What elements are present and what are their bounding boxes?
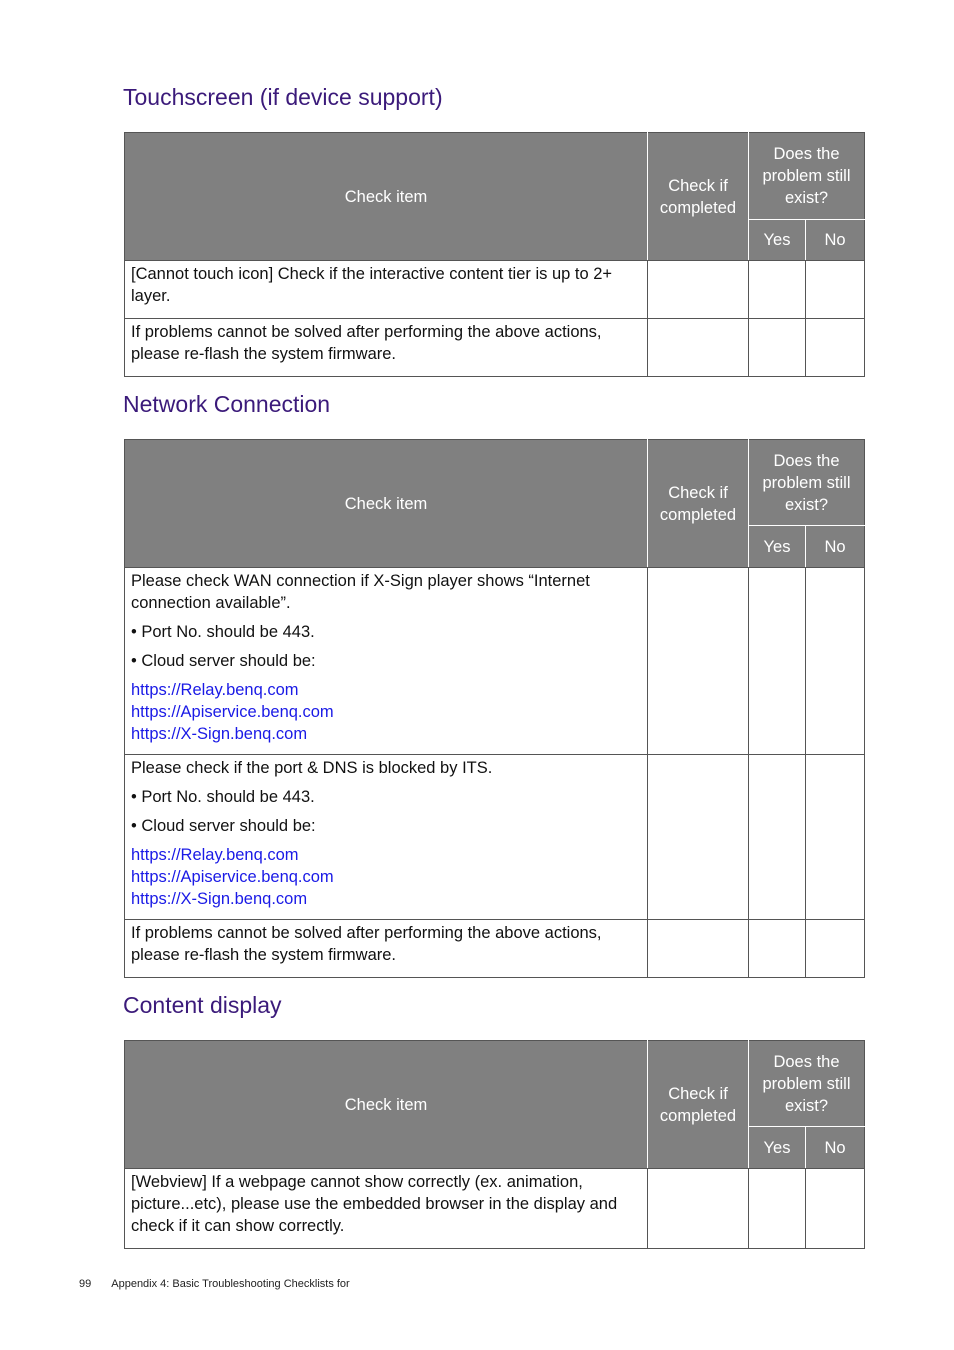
bullet-port: • Port No. should be 443. <box>131 788 315 806</box>
header-no: No <box>806 220 865 261</box>
link-relay[interactable]: https://Relay.benq.com <box>131 846 299 864</box>
header-no: No <box>806 526 865 568</box>
section-title-touchscreen: Touchscreen (if device support) <box>123 84 443 110</box>
check-completed-cell[interactable] <box>648 568 749 755</box>
no-cell[interactable] <box>806 755 865 920</box>
yes-cell[interactable] <box>749 755 806 920</box>
check-completed-cell[interactable] <box>648 1169 749 1249</box>
link-apiservice[interactable]: https://Apiservice.benq.com <box>131 868 334 886</box>
bullet-cloud-server: • Cloud server should be: <box>131 652 316 670</box>
network-checklist-table <box>124 439 865 978</box>
header-problem-still-exist: Does the problem still exist? <box>749 133 865 220</box>
link-apiservice[interactable]: https://Apiservice.benq.com <box>131 703 334 721</box>
check-item-text: [Cannot touch icon] Check if the interactive content tier is up to 2+ layer. <box>131 265 613 305</box>
yes-cell[interactable] <box>749 319 806 377</box>
page-footer <box>79 1278 350 1290</box>
section-title-content-display: Content display <box>123 992 282 1018</box>
no-cell[interactable] <box>806 920 865 978</box>
touchscreen-checklist-table <box>124 132 865 377</box>
header-check-item: Check item <box>125 440 648 568</box>
header-yes: Yes <box>749 1127 806 1169</box>
header-check-completed: Check if completed <box>648 440 749 568</box>
table-row <box>125 1169 865 1249</box>
check-item-text: Please check if the port & DNS is blocked by ITS. <box>131 759 493 777</box>
header-check-item: Check item <box>125 1041 648 1169</box>
check-item-text: If problems cannot be solved after performing the above actions, please re-flash the system firmware. <box>131 924 602 964</box>
bullet-port: • Port No. should be 443. <box>131 623 315 641</box>
table-row <box>125 568 865 755</box>
table-row <box>125 319 865 377</box>
check-completed-cell[interactable] <box>648 261 749 319</box>
no-cell[interactable] <box>806 1169 865 1249</box>
table-row <box>125 755 865 920</box>
header-yes: Yes <box>749 526 806 568</box>
no-cell[interactable] <box>806 568 865 755</box>
link-relay[interactable]: https://Relay.benq.com <box>131 681 299 699</box>
table-row <box>125 920 865 978</box>
header-yes: Yes <box>749 220 806 261</box>
yes-cell[interactable] <box>749 261 806 319</box>
header-check-completed: Check if completed <box>648 1041 749 1169</box>
link-x-sign[interactable]: https://X-Sign.benq.com <box>131 725 308 743</box>
header-problem-still-exist: Does the problem still exist? <box>749 440 865 526</box>
check-item-text: Please check WAN connection if X-Sign player shows “Internet connection available”. <box>131 572 590 612</box>
section-title-network: Network Connection <box>123 391 331 417</box>
footer-text: Appendix 4: Basic Troubleshooting Checklists for <box>111 1278 350 1290</box>
link-x-sign[interactable]: https://X-Sign.benq.com <box>131 890 308 908</box>
check-item-text: If problems cannot be solved after performing the above actions, please re-flash the system firmware. <box>131 323 602 363</box>
table-row <box>125 261 865 319</box>
check-completed-cell[interactable] <box>648 920 749 978</box>
check-item-text: [Webview] If a webpage cannot show correctly (ex. animation, picture...etc), please use the embedded browser in the display and check if it can show correctly. <box>131 1173 618 1235</box>
header-no: No <box>806 1127 865 1169</box>
no-cell[interactable] <box>806 261 865 319</box>
yes-cell[interactable] <box>749 568 806 755</box>
header-problem-still-exist: Does the problem still exist? <box>749 1041 865 1127</box>
no-cell[interactable] <box>806 319 865 377</box>
page-number: 99 <box>79 1278 92 1290</box>
bullet-cloud-server: • Cloud server should be: <box>131 817 316 835</box>
check-completed-cell[interactable] <box>648 755 749 920</box>
yes-cell[interactable] <box>749 1169 806 1249</box>
header-check-completed: Check if completed <box>648 133 749 261</box>
yes-cell[interactable] <box>749 920 806 978</box>
content-display-checklist-table <box>124 1040 865 1249</box>
header-check-item: Check item <box>125 133 648 261</box>
check-completed-cell[interactable] <box>648 319 749 377</box>
